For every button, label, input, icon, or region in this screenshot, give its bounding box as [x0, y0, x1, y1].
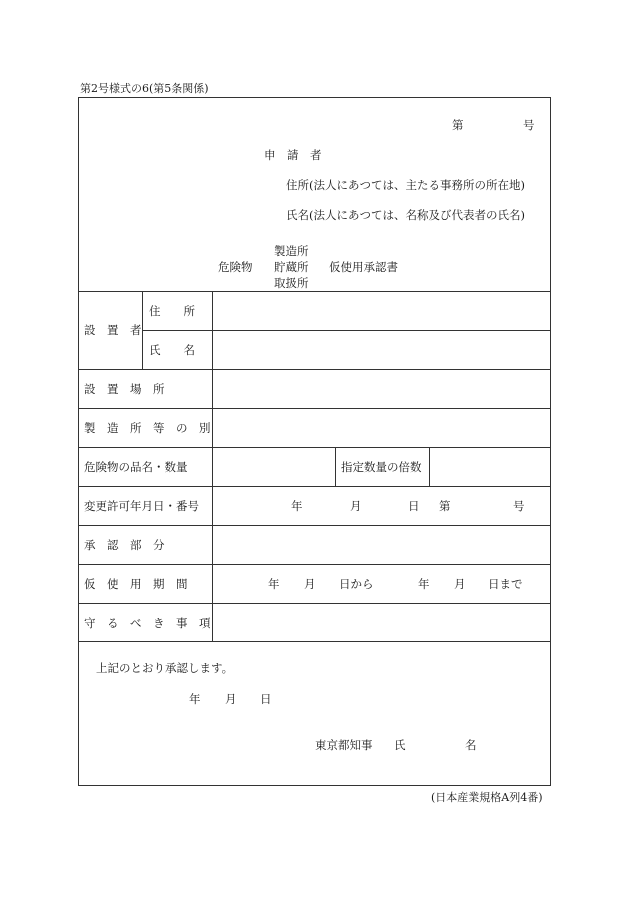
period-start-month: 月	[304, 577, 316, 591]
period-end-month: 月	[454, 577, 466, 591]
applicant-label: 申 請 者	[264, 148, 322, 162]
label-column-divider	[212, 291, 213, 641]
number-suffix: 号	[523, 118, 535, 132]
installer-address-label: 住 所	[149, 304, 195, 318]
number-prefix: 第	[452, 118, 464, 132]
installer-name-label: 氏 名	[149, 343, 195, 357]
rule-approved-part	[78, 525, 551, 526]
period-start-day: 日から	[339, 577, 374, 591]
installer-label: 設 置 者	[84, 323, 142, 337]
table-bottom-rule	[78, 641, 551, 642]
multiple-label: 指定数量の倍数	[341, 460, 422, 474]
permit-day: 日	[408, 499, 420, 513]
approval-statement: 上記のとおり承認します。	[96, 661, 234, 675]
period-start-year: 年	[268, 577, 280, 591]
title-prefix: 危険物	[218, 260, 253, 274]
approval-form	[78, 97, 551, 786]
applicant-address-line: 住所(法人にあつては、主たる事務所の所在地)	[286, 178, 525, 192]
approval-month: 月	[225, 692, 237, 706]
hazmat-divider-left	[335, 447, 336, 486]
installer-divider	[142, 291, 143, 369]
document-title: 仮使用承認書	[329, 260, 398, 274]
title-option-handling: 取扱所	[274, 276, 309, 290]
period-label: 仮 使 用 期 間	[84, 577, 188, 591]
governor-name-shi: 氏	[394, 738, 406, 752]
approved-part-label: 承 認 部 分	[84, 538, 165, 552]
permit-number-prefix: 第	[439, 499, 451, 513]
title-option-factory: 製造所	[274, 244, 309, 258]
table-top-rule	[78, 291, 551, 292]
installer-mid-rule	[142, 330, 551, 331]
title-option-storage: 貯蔵所	[274, 260, 309, 274]
paper-size-note: (日本産業規格A列4番)	[431, 791, 543, 804]
hazmat-divider-right	[429, 447, 430, 486]
permit-label: 変更許可年月日・番号	[84, 499, 199, 513]
rule-facility-type	[78, 408, 551, 409]
location-label: 設 置 場 所	[84, 382, 165, 396]
notes-label: 守 る べ き 事 項	[84, 616, 211, 630]
form-number-label: 第2号様式の6(第5条関係)	[80, 82, 209, 95]
approval-day: 日	[260, 692, 272, 706]
rule-hazmat	[78, 447, 551, 448]
governor-title: 東京都知事	[315, 738, 373, 752]
permit-month: 月	[350, 499, 362, 513]
period-end-year: 年	[418, 577, 430, 591]
rule-notes	[78, 603, 551, 604]
governor-name-mei: 名	[465, 738, 477, 752]
rule-permit	[78, 486, 551, 487]
hazmat-label: 危険物の品名・数量	[84, 460, 188, 474]
period-end-day: 日まで	[488, 577, 523, 591]
applicant-name-line: 氏名(法人にあつては、名称及び代表者の氏名)	[286, 208, 525, 222]
permit-number-suffix: 号	[513, 499, 525, 513]
approval-year: 年	[189, 692, 201, 706]
permit-year: 年	[291, 499, 303, 513]
facility-type-label: 製 造 所 等 の 別	[84, 421, 211, 435]
rule-location	[78, 369, 551, 370]
rule-period	[78, 564, 551, 565]
